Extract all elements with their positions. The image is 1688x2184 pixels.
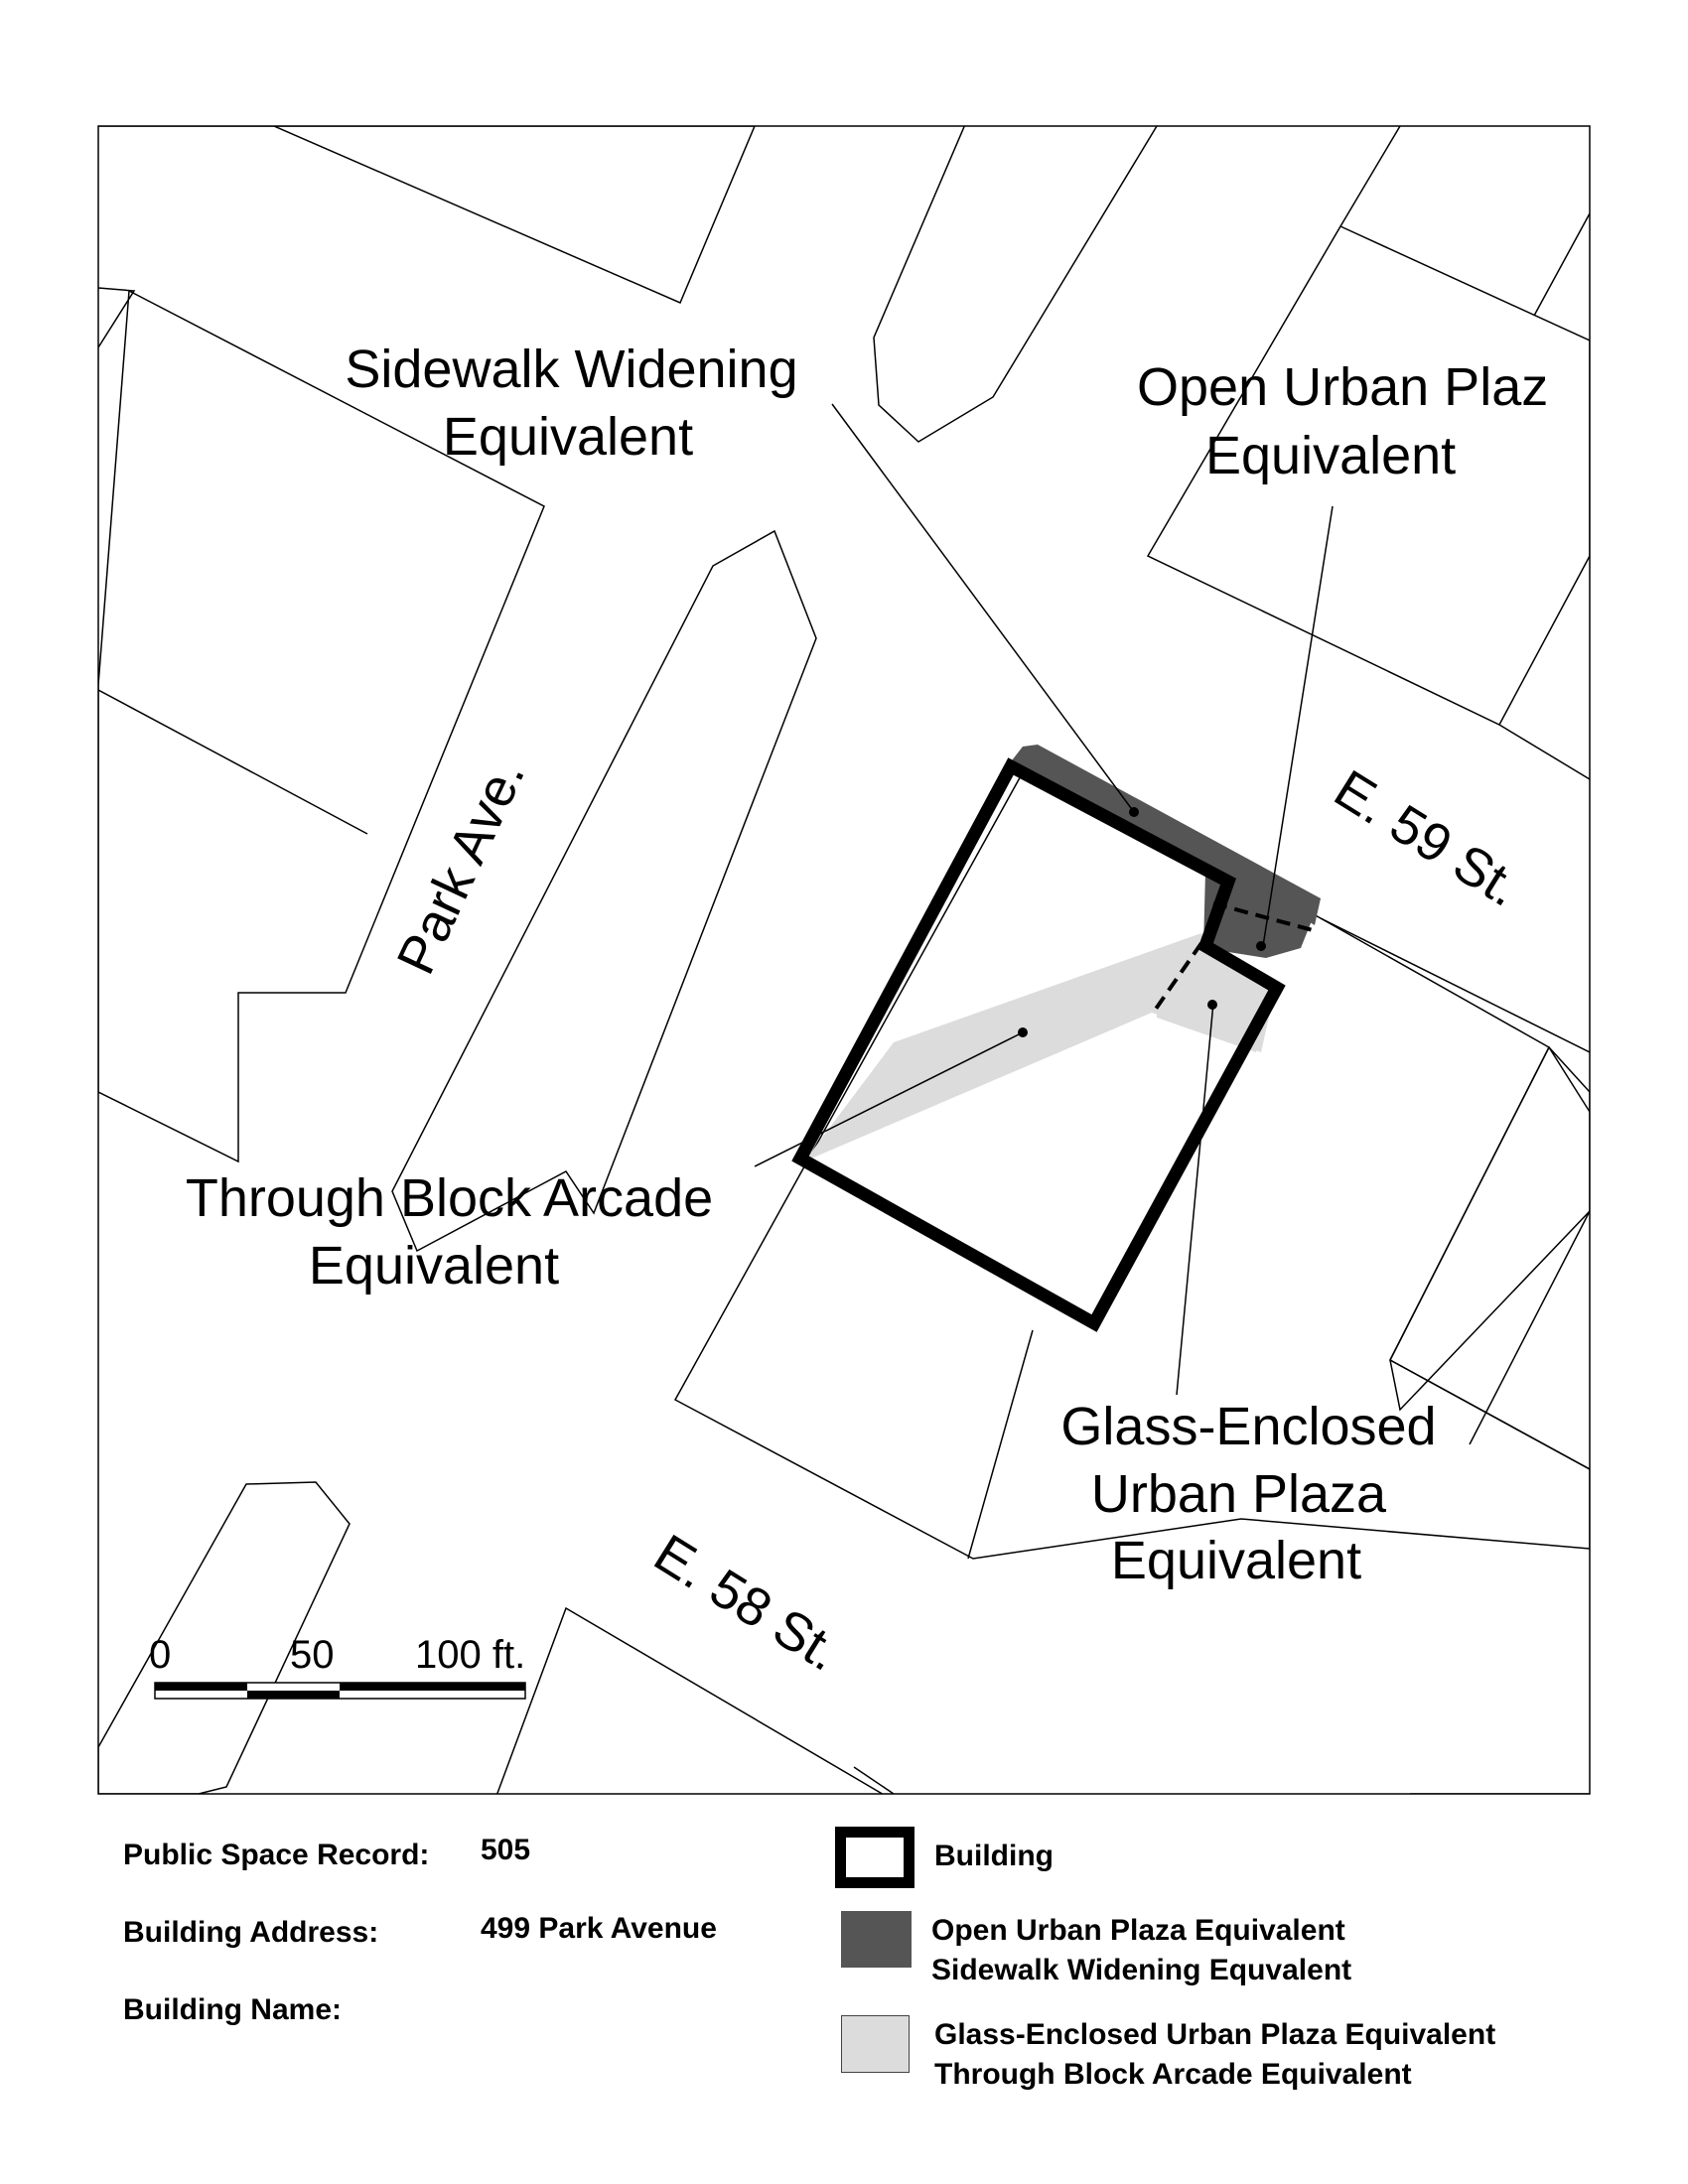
record-label: Public Space Record:: [123, 1839, 430, 1871]
block-outline: [1390, 1047, 1590, 1410]
legend-building-swatch: [835, 1827, 914, 1888]
record-value: 505: [481, 1834, 531, 1866]
lot-line: [968, 1330, 1033, 1559]
street-grid: [98, 50, 1590, 1876]
scale-bar: [149, 1633, 525, 1699]
scale-label-0: 0: [149, 1633, 172, 1677]
legend-dark-labels: [931, 1911, 1351, 1990]
glass-enclosed-plaza-label: Glass-Enclosed Urban Plaza Equivalent: [1060, 1397, 1437, 1590]
lot-line: [98, 690, 367, 834]
legend-light-swatch: [841, 2015, 910, 2073]
park-ave-label: Park Ave.: [385, 751, 537, 984]
legend-dark-swatch: [841, 1911, 912, 1968]
sidewalk-widening-label: Sidewalk Widening Equivalent: [345, 340, 798, 467]
lot-line: [1340, 126, 1400, 226]
public-spaces: [804, 745, 1321, 1161]
street-edge: [1549, 1047, 1590, 1112]
lot-line: [1534, 213, 1590, 316]
legend-light-labels: [934, 2015, 1495, 2095]
legend-building-label: Building: [934, 1840, 1054, 1872]
e58-st-label: E. 58 St.: [643, 1523, 851, 1683]
open-urban-plaza-label: Open Urban Plaz Equivalent: [1137, 357, 1549, 485]
legend-sidewalk-label: Sidewalk Widening Equvalent: [931, 1954, 1352, 1986]
legend-open-plaza-label: Open Urban Plaza Equivalent: [931, 1914, 1345, 1947]
legend-arcade-label: Through Block Arcade Equivalent: [934, 2058, 1412, 2091]
block-outline: [874, 60, 1157, 442]
block-outline: [98, 50, 755, 303]
legend-glass-plaza-label: Glass-Enclosed Urban Plaza Equivalent: [934, 2018, 1496, 2051]
lot-line: [1499, 725, 1590, 779]
scale-label-100: 100 ft.: [415, 1633, 526, 1677]
e59-st-label: E. 59 St.: [1324, 758, 1531, 918]
building-name-label: Building Name:: [123, 1993, 343, 2026]
through-block-arcade-label: Through Block Arcade Equivalent: [185, 1168, 714, 1296]
scale-label-50: 50: [290, 1633, 335, 1677]
street-edge: [1321, 918, 1590, 1052]
lot-line: [1470, 1211, 1590, 1444]
address-value: 499 Park Avenue: [481, 1912, 717, 1945]
address-label: Building Address:: [123, 1916, 379, 1949]
